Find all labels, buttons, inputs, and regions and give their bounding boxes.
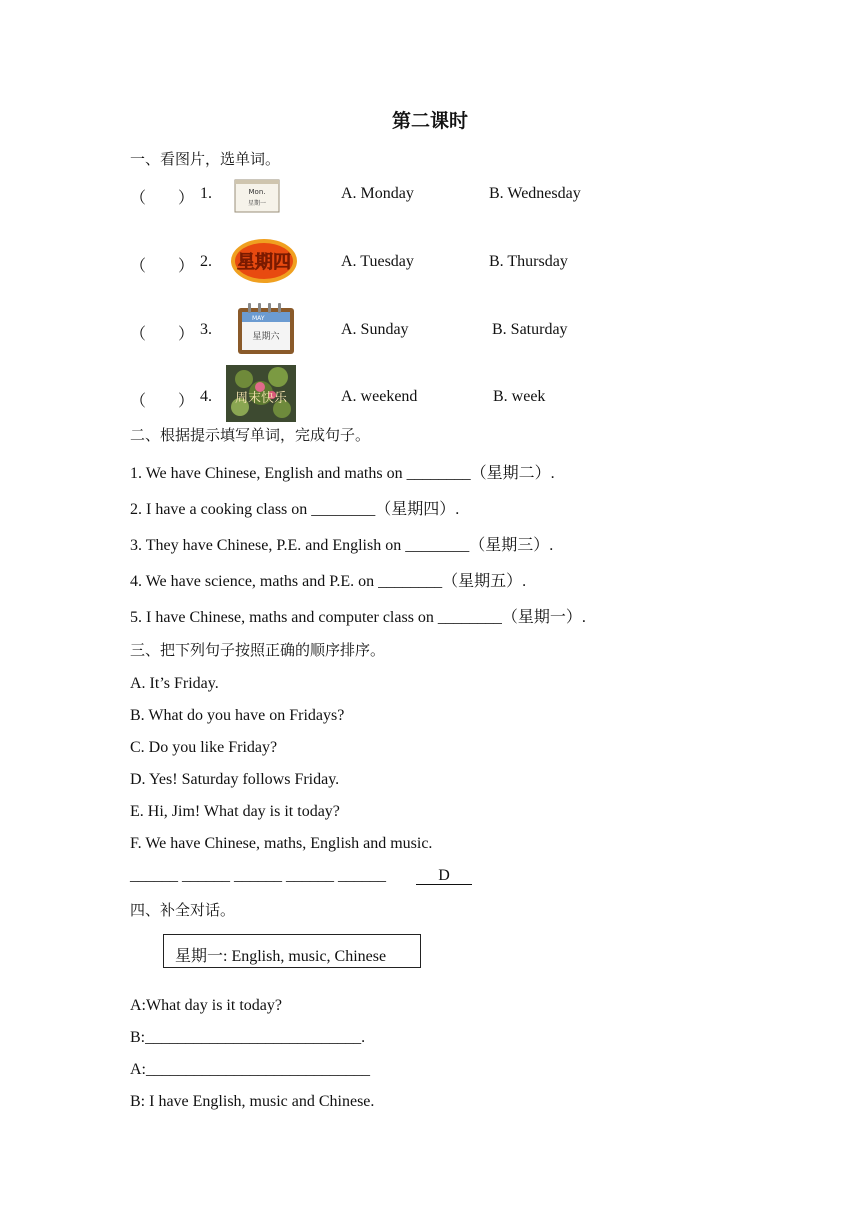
saturday-image-text-top: MAY — [252, 315, 265, 322]
dialog-line-4: B: I have English, music and Chinese. — [130, 1093, 375, 1110]
schedule-box-text: 星期一: English, music, Chinese — [175, 948, 387, 965]
section4-heading: 四、补全对话。 — [130, 901, 236, 919]
item2-paren: （ ） — [130, 258, 195, 275]
section2-sentence-5: 5. I have Chinese, maths and computer class on ________（星期一）. — [130, 609, 586, 626]
item3-option-b: B. Saturday — [492, 321, 568, 338]
section3-option-c: C. Do you like Friday? — [130, 739, 278, 756]
item2-option-b: B. Thursday — [489, 253, 568, 270]
dialog-line-2: B:___________________________. — [130, 1029, 366, 1046]
section2-sentence-2: 2. I have a cooking class on ________（星期四）. — [130, 501, 460, 518]
item1-option-a: A. Monday — [341, 185, 414, 202]
item2-number: 2. — [200, 253, 212, 270]
section3-option-d: D. Yes! Saturday follows Friday. — [130, 771, 340, 788]
saturday-image-text-bottom: 星期六 — [252, 332, 280, 342]
monday-calendar-image — [234, 179, 280, 213]
item2-option-a: A. Tuesday — [341, 253, 414, 270]
thursday-sign-image — [230, 236, 298, 286]
item4-number: 4. — [200, 388, 212, 405]
section3-option-a: A. It’s Friday. — [130, 675, 219, 692]
section1-heading: 一、看图片，选单词。 — [130, 150, 281, 168]
item4-option-a: A. weekend — [341, 388, 418, 405]
item3-option-a: A. Sunday — [341, 321, 409, 338]
dialog-line-3: A:____________________________ — [130, 1061, 370, 1078]
item1-option-b: B. Wednesday — [489, 185, 581, 202]
weekend-image — [226, 365, 296, 422]
item4-paren: （ ） — [130, 393, 195, 410]
section3-option-f: F. We have Chinese, maths, English and music. — [130, 835, 433, 852]
section3-heading: 三、把下列句子按照正确的顺序排序。 — [130, 641, 386, 659]
page-title: 第二课时 — [391, 110, 468, 132]
section2-sentence-3: 3. They have Chinese, P.E. and English on ________（星期三）. — [130, 537, 554, 554]
section3-answer: D — [416, 867, 472, 885]
weekend-image-text: 周末快乐 — [234, 391, 288, 406]
thursday-image-text: 星期四 — [237, 252, 291, 273]
item3-paren: （ ） — [130, 326, 195, 343]
section2-heading: 二、根据提示填写单词，完成句子。 — [130, 426, 371, 444]
dialog-line-1: A:What day is it today? — [130, 997, 282, 1014]
monday-image-text-bottom: 星期一 — [247, 200, 267, 207]
monday-image-text-top: Mon. — [248, 188, 266, 196]
item1-paren: （ ） — [130, 190, 195, 207]
saturday-calendar-image — [234, 300, 298, 356]
section2-sentence-4: 4. We have science, maths and P.E. on ________（星期五）. — [130, 573, 527, 590]
section3-option-b: B. What do you have on Fridays? — [130, 707, 345, 724]
item3-number: 3. — [200, 321, 212, 338]
section3-blanks: ______ ______ ______ ______ ______ — [130, 867, 386, 884]
item4-option-b: B. week — [493, 388, 546, 405]
schedule-box — [163, 934, 421, 968]
section3-option-e: E. Hi, Jim! What day is it today? — [130, 803, 340, 820]
section2-sentence-1: 1. We have Chinese, English and maths on ________（星期二）. — [130, 465, 555, 482]
item1-number: 1. — [200, 185, 212, 202]
